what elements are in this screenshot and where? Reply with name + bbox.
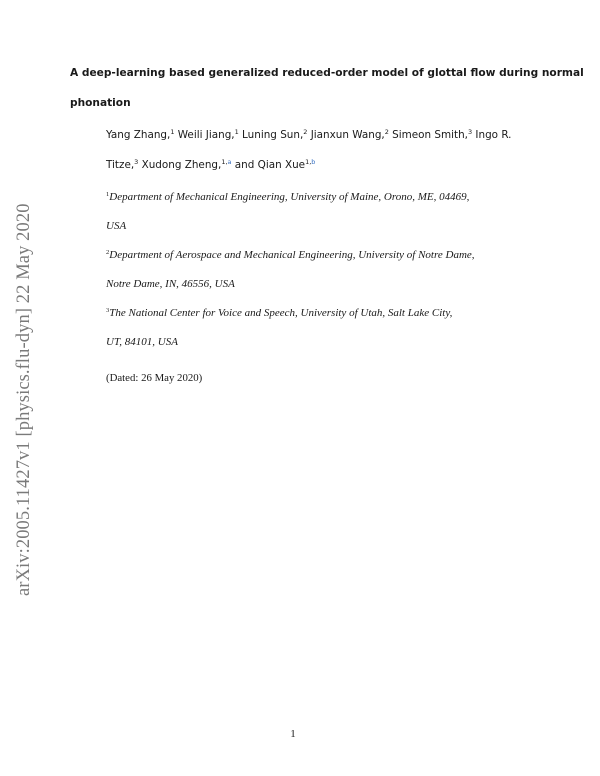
author-affiliation-marker: 3	[467, 128, 473, 136]
author-name: Simeon Smith,	[388, 129, 468, 141]
affiliation-text: The National Center for Voice and Speech, University of Utah, Salt Lake City,	[109, 307, 453, 319]
affiliation-text: Department of Mechanical Engineering, University of Maine, Orono, ME, 04469,	[109, 191, 470, 203]
paper-title-line-2: phonation	[70, 97, 131, 109]
affiliation-1-continued: USA	[106, 220, 127, 232]
author-list-line-1	[106, 129, 512, 141]
author-affiliation-marker: 1,	[305, 158, 312, 166]
affiliation-number: 1	[106, 191, 110, 198]
author-affiliation-marker: 2	[384, 128, 389, 136]
affiliation-3-continued: UT, 84101, USA	[106, 336, 178, 348]
affiliation-2	[106, 249, 475, 261]
author-name: Luning Sun,	[238, 129, 304, 141]
author-affiliation-marker: 1,	[221, 158, 228, 166]
affiliation-1	[106, 191, 469, 203]
author-list-line-2	[106, 159, 315, 171]
author-name: and Qian Xue	[231, 159, 306, 171]
affiliation-3	[106, 307, 452, 319]
author-affiliation-marker: 1	[234, 128, 239, 136]
author-name: Yang Zhang,	[106, 129, 171, 141]
author-affiliation-marker: 1	[170, 128, 175, 136]
author-name: Ingo R.	[472, 129, 512, 141]
affiliation-2-continued: Notre Dame, IN, 46556, USA	[106, 278, 235, 290]
author-name: Weili Jiang,	[174, 129, 235, 141]
paper-title-line-1: A deep-learning based generalized reduced-order model of glottal flow during normal	[70, 67, 584, 79]
author-name: Titze,	[106, 159, 135, 171]
page-number: 1	[290, 728, 296, 740]
affiliation-text: Department of Aerospace and Mechanical Engineering, University of Notre Dame,	[109, 249, 475, 261]
author-name: Jianxun Wang,	[307, 129, 385, 141]
corresponding-author-footnote-link[interactable]: b	[311, 158, 316, 166]
author-name: Xudong Zheng,	[138, 159, 222, 171]
date-line: (Dated: 26 May 2020)	[106, 372, 203, 384]
affiliation-number: 3	[106, 307, 110, 314]
author-affiliation-marker: 3	[134, 158, 139, 166]
author-affiliation-marker: 2	[303, 128, 308, 136]
arxiv-identifier-stamp: arXiv:2005.11427v1 [physics.flu-dyn] 22 May 2020	[14, 203, 34, 596]
corresponding-author-footnote-link[interactable]: a	[227, 158, 232, 166]
affiliation-number: 2	[106, 249, 110, 256]
